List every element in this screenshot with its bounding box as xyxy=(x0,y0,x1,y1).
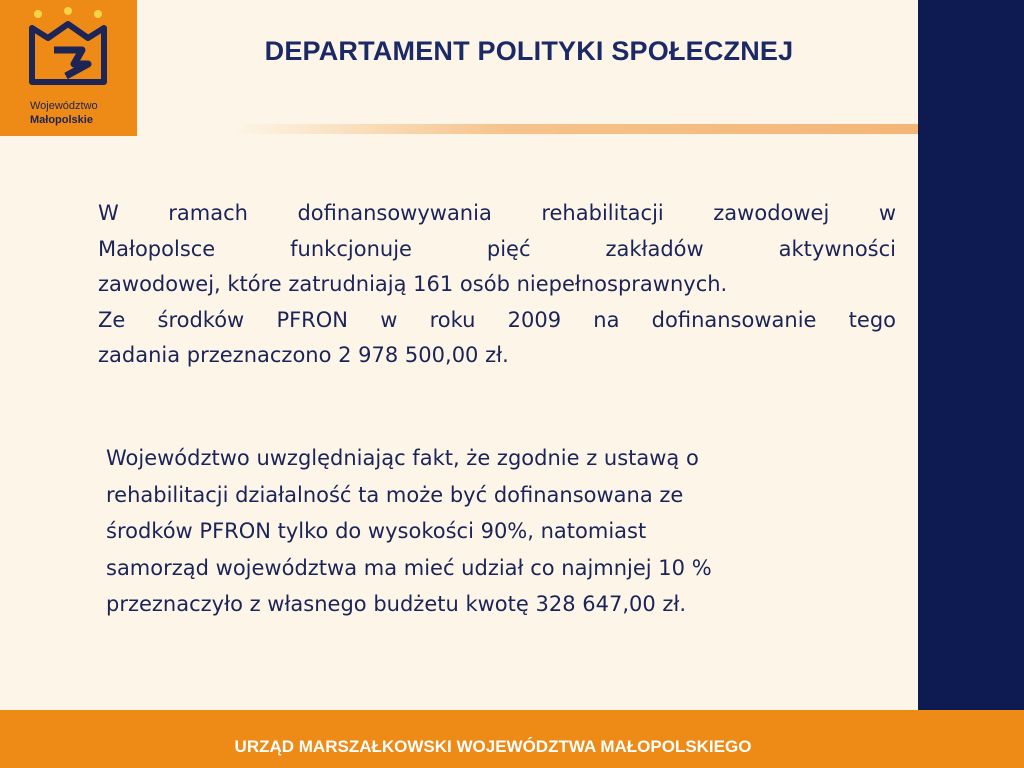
paragraph-1-line-3: zawodowej, które zatrudniają 161 osób niepełnosprawnych. xyxy=(98,272,728,296)
paragraph-2-line-1: Województwo uwzględniając fakt, że zgodnie z ustawą o xyxy=(106,446,699,470)
paragraph-2-line-4: samorząd województwa ma mieć udział co najmnjej 10 % xyxy=(106,555,712,580)
paragraph-1-line-5: zadania przeznaczono 2 978 500,00 zł. xyxy=(98,343,509,367)
paragraph-1-line-1: W ramach dofinansowywania rehabilitacji zawodowej w xyxy=(98,201,896,225)
paragraph-1-line-4: Ze środków PFRON w roku 2009 na dofinansowanie tego xyxy=(98,307,896,332)
logo xyxy=(0,0,137,136)
paragraph-2-line-5: przeznaczyło z własnego budżetu kwotę 328 647,00 zł. xyxy=(106,592,687,616)
title-divider xyxy=(228,124,918,134)
logo-line-2: Małopolskie xyxy=(30,114,93,126)
paragraph-1 xyxy=(98,196,896,374)
footer-text: URZĄD MARSZAŁKOWSKI WOJEWÓDZTWA MAŁOPOLSKIEGO xyxy=(234,737,752,756)
right-navy-bar xyxy=(918,0,1024,710)
paragraph-2-line-3: środków PFRON tylko do wysokości 90%, natomiast xyxy=(106,519,647,543)
paragraph-2-line-2: rehabilitacji działalność ta może być dofinansowana ze xyxy=(106,482,684,507)
malopolska-crown-logo-icon xyxy=(28,6,108,90)
logo-line-1: Województwo xyxy=(30,100,98,112)
page-title: DEPARTAMENT POLITYKI SPOŁECZNEJ xyxy=(264,36,794,66)
logo-text xyxy=(30,99,130,127)
paragraph-2 xyxy=(106,440,866,623)
paragraph-1-line-2: Małopolsce funkcjonuje pięć zakładów aktywności xyxy=(98,236,896,261)
